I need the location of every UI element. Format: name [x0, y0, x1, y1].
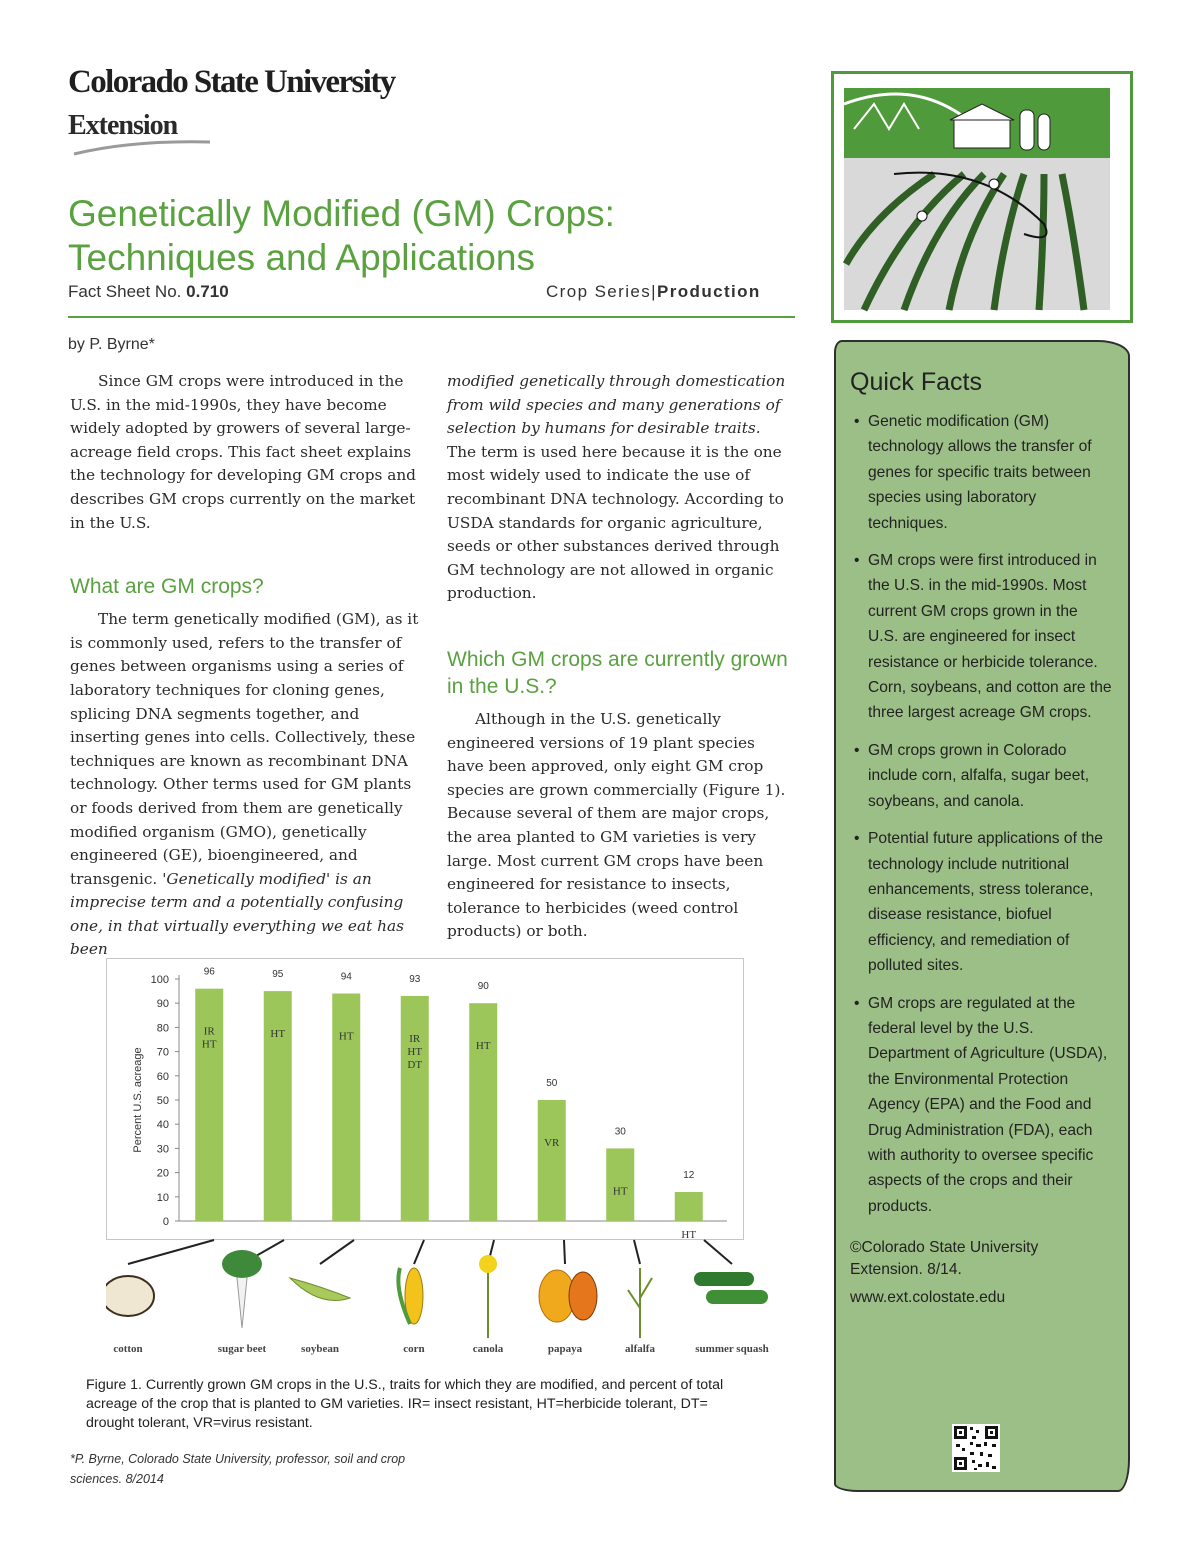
data-label: 50 — [546, 1078, 558, 1089]
trait-label: VR — [544, 1137, 560, 1149]
author-footnote: *P. Byrne, Colorado State University, professor, soil and crop sciences. 8/2014 — [70, 1452, 406, 1486]
definition-text: The term genetically modified (GM), as it is commonly used, refers to the transfer of genes between organisms using a series of laboratory techniques for cloning genes, splicing DNA segments together, and inserting genes into cells. Collectively, these techniques are known as recombinant DNA technology. Other terms used for GM plants or foods derived from them are genetically modified organism (GMO), genetically engineered (GE), bioengineered, and transgenic. — [70, 610, 419, 888]
cotton-icon — [106, 1276, 154, 1316]
alfalfa-icon — [628, 1268, 652, 1338]
title-line-1: Genetically Modified (GM) Crops: — [68, 193, 615, 234]
title-line-2: Techniques and Applications — [68, 237, 535, 278]
figure-caption: Figure 1. Currently grown GM crops in the U.S., traits for which they are modified, and percent of total acreage of the crop that is planted to GM varieties. IR= insect resistant, HT=herbicide tolerant, DT= drought tolerant, VR=virus resistant. — [86, 1377, 724, 1431]
canola-flower-icon — [479, 1255, 497, 1273]
trait-label: HT — [201, 1038, 217, 1051]
category-label: sugar beet — [217, 1343, 267, 1355]
y-tick-label: 10 — [156, 1191, 169, 1204]
category-label: summer squash — [695, 1343, 769, 1355]
series-name: Production — [657, 282, 761, 301]
y-tick-label: 100 — [150, 974, 169, 986]
column-2 — [447, 370, 792, 944]
trait-label: DT — [407, 1058, 423, 1071]
trait-label: HT — [338, 1030, 354, 1043]
page-title — [68, 192, 798, 280]
definition-paragraph — [70, 608, 422, 962]
y-tick-label: 90 — [156, 998, 169, 1011]
data-label: 93 — [409, 973, 421, 985]
trait-label: HT — [612, 1185, 628, 1198]
squash-second-icon — [706, 1290, 768, 1304]
category-label: corn — [403, 1343, 425, 1355]
heading-what-are-gm-crops: What are GM crops? — [70, 575, 264, 599]
data-label: 95 — [272, 969, 284, 981]
sugar-beet-leaves-icon — [222, 1250, 262, 1278]
squash-icon — [694, 1272, 754, 1286]
trait-label: HT — [681, 1228, 697, 1239]
university-logo: Colorado State University — [68, 64, 395, 100]
series-label — [546, 282, 761, 302]
bar — [195, 989, 223, 1221]
fact-sheet-label: Fact Sheet No. — [68, 282, 182, 301]
title-rule — [68, 316, 795, 318]
fact-sheet-number — [68, 282, 229, 302]
series-separator: | — [651, 282, 657, 301]
definition-italic: 'Genetically modified' is an imprecise term and a potentially confusing one, in that virtually everything we eat has been — [70, 869, 404, 959]
pointer-arrow — [414, 1240, 424, 1264]
y-tick-label: 0 — [162, 1216, 169, 1228]
papaya-half-icon — [569, 1272, 597, 1320]
data-label: 94 — [340, 971, 352, 983]
trait-label: HT — [407, 1045, 423, 1058]
bar — [332, 994, 360, 1221]
y-axis-label: Percent U.S. acreage — [132, 1047, 144, 1153]
crops-paragraph: Although in the U.S. genetically engineered versions of 19 plant species have been approved, only eight GM crop species are grown commercially (Figure 1). Because several of them are major crops, the area planted to GM varieties is very large. Most current GM crops have been engineered for resistance to insects, tolerance to herbicides (weed control products) or both. — [447, 709, 786, 941]
pointer-arrow — [320, 1240, 354, 1264]
bar — [675, 1192, 703, 1221]
y-tick-label: 80 — [156, 1022, 169, 1035]
data-label: 12 — [683, 1169, 695, 1181]
data-label: 30 — [614, 1126, 626, 1138]
trait-label: IR — [203, 1025, 215, 1038]
extension-logo: Extension — [68, 110, 178, 141]
y-tick-label: 50 — [156, 1095, 169, 1107]
quick-fact-item: • GM crops were first introduced in the U.S. in the mid-1990s. Most current GM crops grown in the U.S. are engineered for insect resistance or herbicide tolerance. Corn, soybeans, and cotton are the three largest acreage GM crops. — [850, 548, 1112, 726]
quick-fact-item: • GM crops are regulated at the federal level by the U.S. Department of Agriculture (USDA), the Environmental Protection Agency (EPA) and the Food and Drug Administration (FDA), each with authority to oversee specific aspects of the crops and their products. — [850, 991, 1112, 1220]
bar — [264, 991, 292, 1221]
fact-sheet-value: 0.710 — [186, 282, 229, 301]
category-label: soybean — [301, 1343, 339, 1355]
qr-code — [952, 1424, 1000, 1472]
continuation-paragraph — [447, 370, 792, 606]
quick-fact-item: • Potential future applications of the technology include nutritional enhancements, stress tolerance, disease resistance, biofuel efficiency, and remediation of polluted sites. — [850, 826, 1112, 978]
quick-fact-item: • Genetic modification (GM) technology allows the transfer of genes for specific traits between species using laboratory techniques. — [850, 409, 1112, 536]
quick-facts-title: Quick Facts — [850, 368, 982, 396]
heading-which-gm-crops: Which GM crops are currently grown in the U.S.? — [447, 647, 788, 698]
pointer-arrow — [634, 1240, 640, 1264]
column-1 — [70, 370, 422, 962]
website-link[interactable]: www.ext.colostate.edu — [850, 1289, 1006, 1307]
category-label: papaya — [547, 1343, 583, 1355]
trait-label: IR — [409, 1032, 421, 1045]
gm-crops-chart — [106, 958, 744, 1240]
bar — [538, 1100, 566, 1221]
bar — [401, 996, 429, 1221]
category-label: alfalfa — [625, 1343, 655, 1355]
category-label: cotton — [113, 1343, 143, 1355]
y-tick-label: 40 — [156, 1119, 169, 1132]
pointer-arrow — [128, 1240, 214, 1264]
continuation-text: The term is used here because it is the one most widely used to indicate the use of recombinant DNA technology. According to USDA standards for organic agriculture, seeds or other substances derived through GM technology are not allowed in organic production. — [447, 442, 784, 603]
crop-images-row — [106, 1238, 786, 1378]
byline: by P. Byrne* — [68, 336, 155, 353]
trait-label: HT — [270, 1028, 286, 1041]
continuation-italic: modified genetically through domestication from wild species and many generations of selection by humans for desirable traits. — [447, 372, 786, 438]
pointer-arrow — [704, 1240, 732, 1264]
logo-swoosh — [72, 136, 212, 158]
quick-facts-list — [850, 409, 1112, 1219]
trait-label: HT — [475, 1040, 491, 1053]
series-text: Crop Series — [546, 282, 652, 301]
intro-paragraph: Since GM crops were introduced in the U.S. in the mid-1990s, they have become widely adopted by growers of several large-acreage field crops. This fact sheet explains the technology for developing GM crops and describes GM crops currently on the market in the U.S. — [70, 372, 416, 532]
farm-illustration — [831, 71, 1133, 323]
soybean-pod-icon — [290, 1278, 350, 1301]
quick-facts-content — [850, 368, 1112, 1307]
bar — [469, 1003, 497, 1221]
copyright: ©Colorado State University Extension. 8/14. — [850, 1239, 1039, 1279]
quick-fact-item: • GM crops grown in Colorado include corn, alfalfa, sugar beet, soybeans, and canola. — [850, 738, 1112, 814]
category-label: canola — [472, 1343, 504, 1355]
y-tick-label: 30 — [156, 1143, 169, 1156]
data-label: 90 — [477, 981, 489, 993]
y-tick-label: 70 — [156, 1046, 169, 1059]
data-label: 96 — [203, 966, 215, 978]
y-tick-label: 20 — [156, 1167, 169, 1180]
y-tick-label: 60 — [156, 1070, 169, 1083]
pointer-arrow — [564, 1240, 565, 1264]
